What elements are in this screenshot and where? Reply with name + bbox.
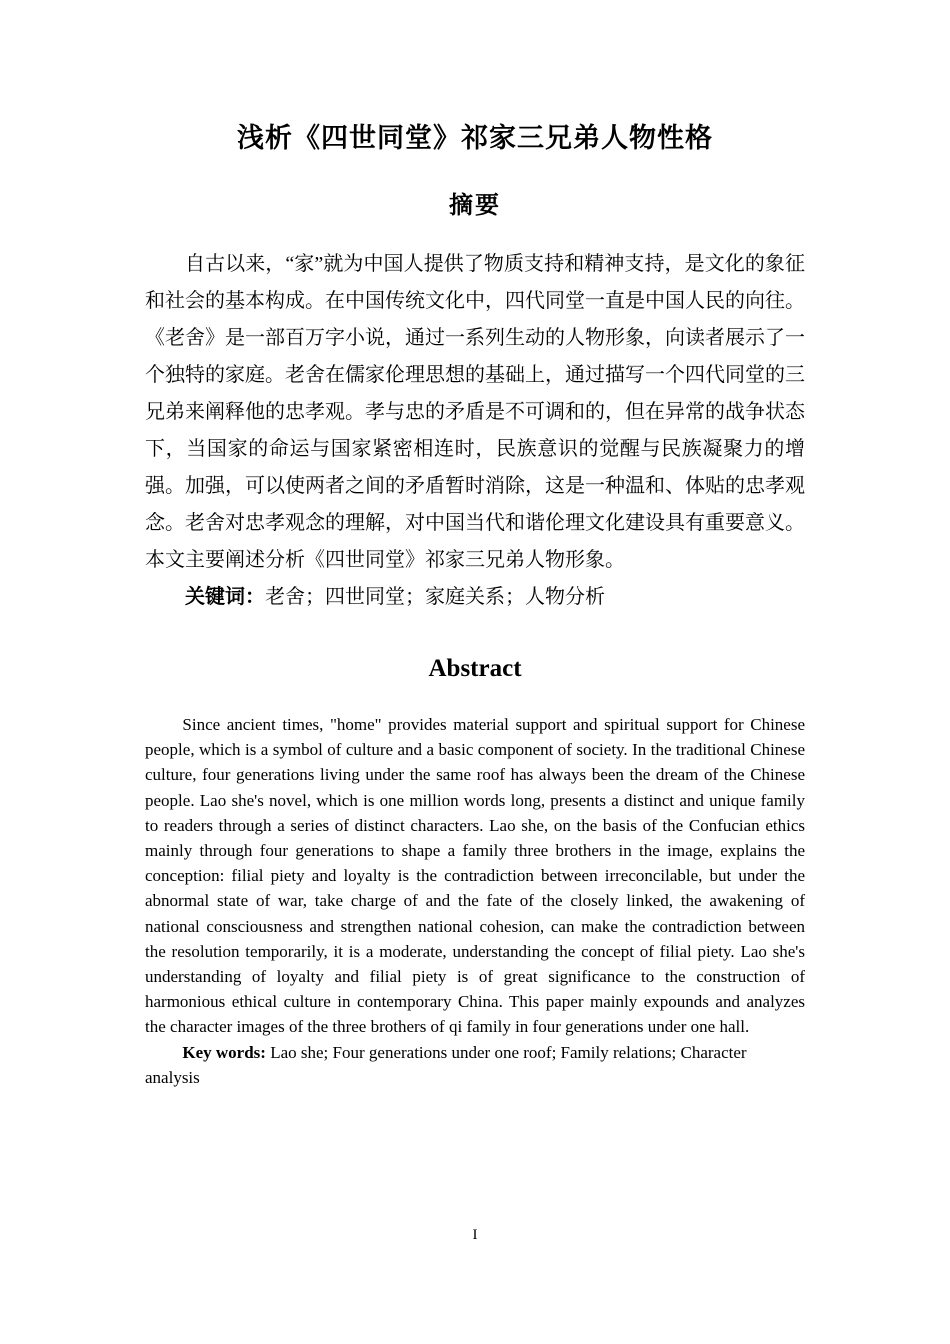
- english-abstract-paragraph: Since ancient times, "home" provides material support and spiritual support for Chinese people, which is a symbol of culture and a basic component of society. In the traditional Chinese culture, four generations living under the same roof has always been the dream of the Chinese people. Lao she's novel, which is one million words long, presents a distinct and unique family to readers through a series of distinct characters. Lao she, on the basis of the Confucian ethics mainly through four generations to shape a family three brothers in the image, explains the conception: filial piety and loyalty is the contradiction between irreconcilable, but under the abnormal state of war, take charge of and the fate of the closely linked, the awakening of national consciousness and strengthen national cohesion, can make the contradiction between the resolution temporarily, it is a moderate, understanding the concept of filial piety. Lao she's understanding of loyalty and filial piety is of great significance to the construction of harmonious ethical culture in contemporary China. This paper mainly expounds and analyzes the character images of the three brothers of qi family in four generations under one hall.: [145, 715, 805, 1037]
- chinese-keywords-text: 老舍；四世同堂；家庭关系；人物分析: [265, 586, 605, 608]
- chinese-abstract-heading: 摘要: [449, 192, 501, 219]
- chinese-keywords-label: 关键词：: [185, 586, 265, 608]
- english-abstract-heading: Abstract: [428, 655, 522, 682]
- english-keywords-label: Key words:: [182, 1042, 266, 1062]
- thesis-title: 浅析《四世同堂》祁家三兄弟人物性格: [237, 123, 713, 153]
- chinese-abstract-paragraph: 自古以来，“家”就为中国人提供了物质支持和精神支持，是文化的象征和社会的基本构成。在中国传统文化中，四代同堂一直是中国人民的向往。《老舍》是一部百万字小说，通过一系列生动的人物形象，向读者展示了一个独特的家庭。老舍在儒家伦理思想的基础上，通过描写一个四代同堂的三兄弟来阐释他的忠孝观。孝与忠的矛盾是不可调和的，但在异常的战争状态下，当国家的命运与国家紧密相连时，民族意识的觉醒与民族凝聚力的增强。加强，可以使两者之间的矛盾暂时消除，这是一种温和、体贴的忠孝观念。老舍对忠孝观念的理解，对中国当代和谐伦理文化建设具有重要意义。本文主要阐述分析《四世同堂》祁家三兄弟人物形象。: [145, 253, 805, 571]
- english-keywords-line: [145, 1040, 805, 1090]
- english-keywords-text: Lao she; Four generations under one roof; Family relations; Character analysis: [145, 1042, 747, 1087]
- chinese-keywords-line: [145, 579, 805, 616]
- page-number: I: [472, 1227, 478, 1243]
